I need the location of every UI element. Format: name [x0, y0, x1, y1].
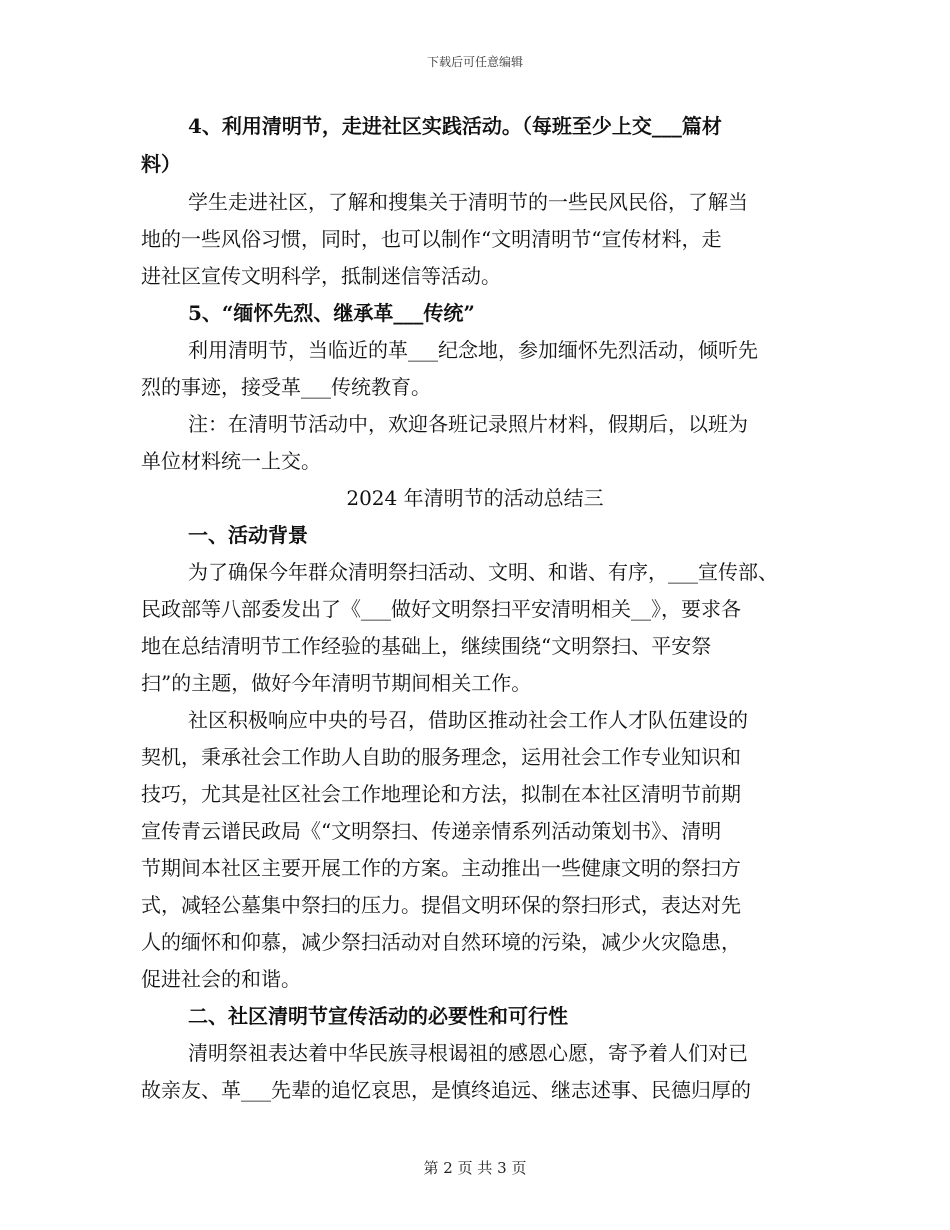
paragraph-line: 节期间本社区主要开展工作的方案。主动推出一些健康文明的祭扫方 [141, 856, 741, 880]
paragraph-line: 故亲友、革___先辈的追忆哀思，是慎终追远、继志述事、民德归厚的 [141, 1078, 751, 1102]
paragraph-line: 烈的事迹，接受革___传统教育。 [141, 375, 431, 399]
paragraph-line: 式，减轻公墓集中祭扫的压力。提倡文明环保的祭扫形式，表达对先 [141, 893, 741, 917]
paragraph-line: 进社区宣传文明科学，抵制迷信等活动。 [141, 264, 501, 288]
section-heading-necessity: 二、社区清明节宣传活动的必要性和可行性 [188, 1004, 568, 1028]
note-line: 单位材料统一上交。 [141, 449, 321, 473]
paragraph-line: 民政部等八部委发出了《___做好文明祭扫平安清明相关__》，要求各 [141, 597, 741, 621]
paragraph-line: 宣传青云谱民政局《“文明祭扫、传递亲情系列活动策划书》、清明 [141, 819, 722, 843]
note-line: 注：在清明节活动中，欢迎各班记录照片材料，假期后，以班为 [188, 412, 748, 436]
paragraph-line: 人的缅怀和仰慕，减少祭扫活动对自然环境的污染，减少火灾隐患， [141, 930, 741, 954]
section-heading-background: 一、活动背景 [188, 523, 308, 547]
page-footer: 第 2 页 共 3 页 [423, 1159, 527, 1177]
section-heading-5: 5、“缅怀先烈、继承革___传统” [188, 301, 475, 325]
paragraph-line: 扫”的主题，做好今年清明节期间相关工作。 [141, 671, 532, 695]
paragraph-line: 技巧，尤其是社区社会工作地理论和方法，拟制在本社区清明节前期 [141, 782, 741, 806]
paragraph-line: 社区积极响应中央的号召，借助区推动社会工作人才队伍建设的 [188, 708, 748, 732]
section-heading-4: 4、利用清明节，走进社区实践活动。（每班至少上交___篇材 [188, 114, 722, 138]
paragraph-line: 为了确保今年群众清明祭扫活动、文明、和谐、有序，___宣传部、 [188, 560, 778, 584]
paragraph-line: 契机，秉承社会工作助人自助的服务理念，运用社会工作专业知识和 [141, 745, 741, 769]
paragraph-line: 地的一些风俗习惯，同时，也可以制作“文明清明节“宣传材料，走 [141, 227, 722, 251]
paragraph-line: 学生走进社区，了解和搜集关于清明节的一些民风民俗，了解当 [188, 190, 748, 214]
section-heading-4-cont: 料） [141, 152, 181, 176]
paragraph-line: 利用清明节，当临近的革___纪念地，参加缅怀先烈活动，倾听先 [188, 338, 758, 362]
paragraph-line: 地在总结清明节工作经验的基础上，继续围绕“文明祭扫、平安祭 [141, 634, 712, 658]
paragraph-line: 促进社会的和谐。 [141, 967, 301, 991]
paragraph-line: 清明祭祖表达着中华民族寻根谒祖的感恩心愿，寄予着人们对已 [188, 1041, 748, 1065]
document-title: 2024 年清明节的活动总结三 [346, 486, 604, 510]
page-header: 下载后可任意编辑 [426, 55, 523, 69]
